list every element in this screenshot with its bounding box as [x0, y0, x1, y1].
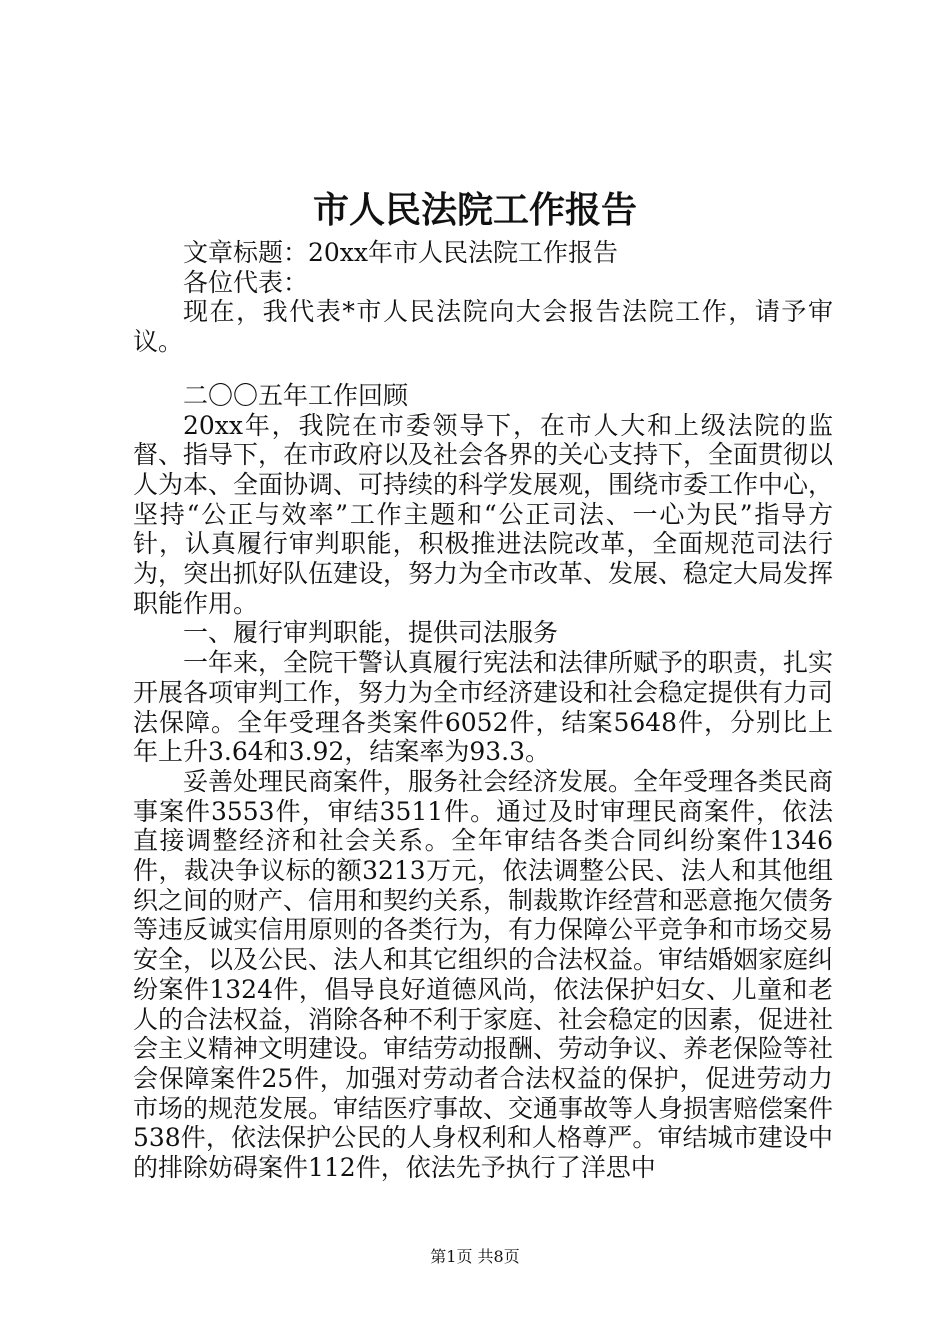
paragraph-cases-summary: 一年来，全院干警认真履行宪法和法律所赋予的职责，扎实开展各项审判工作，努力为全市经济建设和社会稳定提供有力司法保障。全年受理各类案件6052件，结案5648件，分别比上年上升3.64和3.92，结案率为93.3。	[133, 648, 834, 767]
page-footer: 第1页 共8页	[430, 1247, 520, 1266]
section-heading-1: 一、履行审判职能，提供司法服务	[183, 618, 559, 648]
document-body	[133, 238, 833, 1183]
salutation: 各位代表：	[183, 267, 309, 297]
paragraph-overview: 20xx年，我院在市委领导下，在市人大和上级法院的监督、指导下，在市政府以及社会各界的关心支持下，全面贯彻以人为本、全面协调、可持续的科学发展观，围绕市委工作中心，坚持“公正与效率”工作主题和“公正司法、一心为民”指导方针，认真履行审判职能，积极推进法院改革，全面规范司法行为，突出抓好队伍建设，努力为全市改革、发展、稳定大局发挥职能作用。	[133, 410, 834, 618]
opening-paragraph: 现在，我代表*市人民法院向大会报告法院工作，请予审议。	[133, 297, 833, 357]
article-title-line: 文章标题：20xx年市人民法院工作报告	[183, 238, 619, 267]
section-heading-review: 二〇〇五年工作回顾	[183, 380, 409, 410]
paragraph-civil-cases: 妥善处理民商案件，服务社会经济发展。全年受理各类民商事案件3553件，审结3511件。通过及时审理民商案件，依法直接调整经济和社会关系。全年审结各类合同纠纷案件1346件，裁决争议标的额3213万元，依法调整公民、法人和其他组织之间的财产、信用和契约关系，制裁欺诈经营和恶意拖欠债务等违反诚实信用原则的各类行为，有力保障公平竞争和市场交易安全，以及公民、法人和其它组织的合法权益。审结婚姻家庭纠纷案件1324件，倡导良好道德风尚，依法保护妇女、儿童和老人的合法权益，消除各种不利于家庭、社会稳定的因素，促进社会主义精神文明建设。审结劳动报酬、劳动争议、养老保险等社会保障案件25件，加强对劳动者合法权益的保护，促进劳动力市场的规范发展。审结医疗事故、交通事故等人身损害赔偿案件538件，依法保护公民的人身权利和人格尊严。审结城市建设中的排除妨碍案件112件，依法先予执行了洋思中	[133, 766, 834, 1183]
page-title: 市人民法院工作报告	[312, 189, 637, 231]
